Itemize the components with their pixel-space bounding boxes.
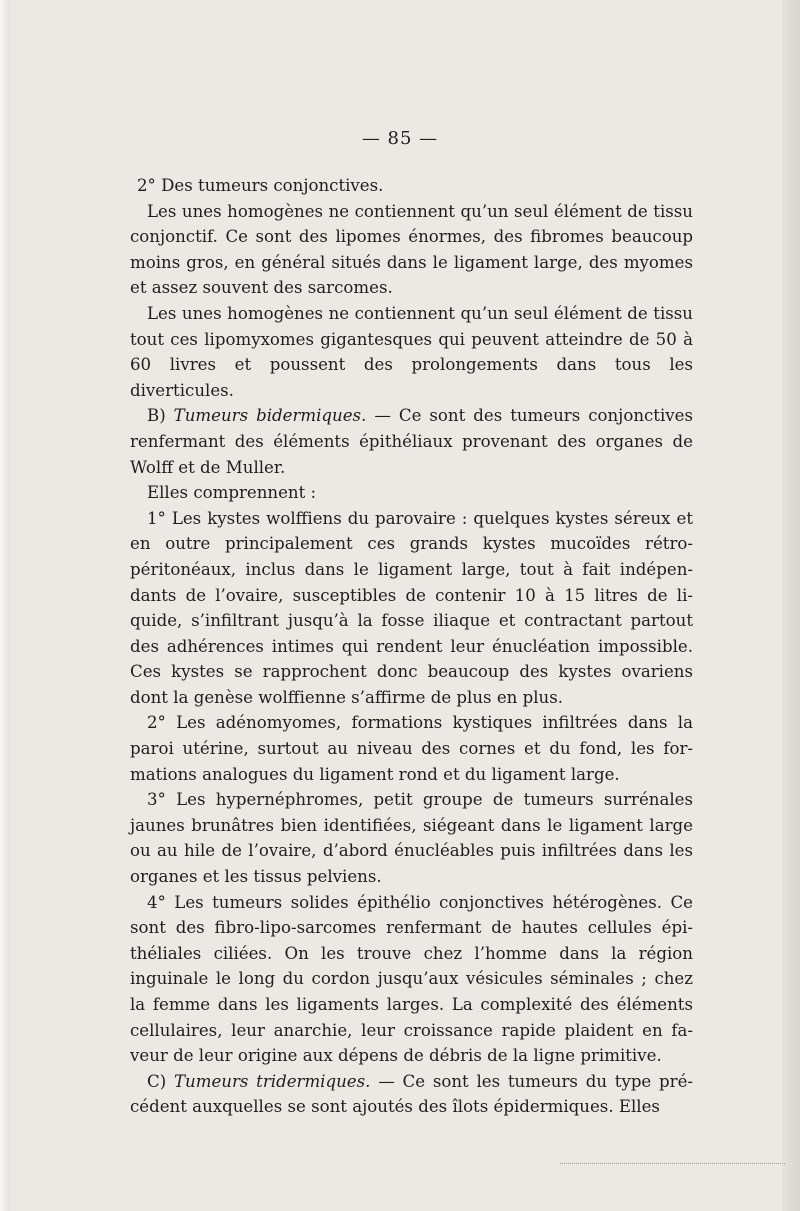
page-number: — 85 — bbox=[361, 128, 439, 149]
section-title-bidermiques: Tumeurs bidermiques. bbox=[173, 406, 367, 426]
paragraph: Les unes homogènes ne contiennent qu’un seul élément de tissu tout ces lipomyxomes gigantesques qui peuvent atteindre de 50 à 60 livres et poussent des prolongements dans tous les diverticules. bbox=[130, 303, 693, 400]
page-left-edge bbox=[0, 0, 10, 1211]
paragraph: 4° Les tumeurs solides épithélio conjonctives hétérogènes. Ce sont des fibro-lipo-sarcomes renfermant de hautes cellules épithéliales ciliées. On les trouve chez l’homme dans la région inguinale le long du cordon jusqu’aux vésicules séminales ; chez la femme dans les ligaments larges. La complexité des éléments cellulaires, leur anarchie, leur croissance rapide plaident en faveur de leur origine aux dépens de débris de la ligne primitive. bbox=[130, 892, 693, 1066]
paragraph: Elles comprennent : bbox=[147, 483, 317, 503]
body-text bbox=[130, 173, 693, 1120]
paragraph: C) Tumeurs tridermiques. — Ce sont les tumeurs du type précédent auxquelles se sont ajoutés des îlots épidermiques. Elles bbox=[130, 1071, 694, 1117]
paragraph: 1° Les kystes wolffiens du parovaire : quelques kystes séreux et en outre principalement ces grands kystes mucoïdes rétropéritonéaux, inclus dans le ligament large, tout à fait indépendants de l’ovaire, susceptibles de contenir 10 à 15 litres de liquide, s’infiltrant jusqu’à la fosse iliaque et contractant partout des adhérences intimes qui rendent leur énucléation impossible. Ces kystes se rapprochent donc beaucoup des kystes ovariens dont la genèse wolffienne s’affirme de plus en plus. bbox=[130, 508, 693, 707]
paragraph: B) Tumeurs bidermiques. — Ce sont des tumeurs conjonctives renfermant des éléments épithéliaux provenant des organes de Wolff et de Muller. bbox=[130, 406, 693, 477]
page-right-edge bbox=[782, 0, 800, 1211]
bottom-dotted-rule bbox=[560, 1163, 785, 1164]
paragraph: 3° Les hypernéphromes, petit groupe de tumeurs surrénales jaunes brunâtres bien identifiées, siégeant dans le ligament large ou au hile de l’ovaire, d’abord énucléables puis infiltrées dans les organes et les tissus pelviens. bbox=[130, 790, 693, 887]
paragraph: 2° Des tumeurs conjonctives. bbox=[137, 176, 384, 195]
paragraph: 2° Les adénomyomes, formations kystiques infiltrées dans la paroi utérine, surtout au niveau des cornes et du fond, les formations analogues du ligament rond et du ligament large. bbox=[130, 713, 693, 784]
section-title-tridermiques: Tumeurs tridermiques. bbox=[173, 1071, 371, 1091]
paragraph: Les unes homogènes ne contiennent qu’un seul élément de tissu conjonctif. Ce sont des lipomes énormes, des fibromes beaucoup moins gros, en général situés dans le ligament large, des myomes et assez souvent des sarcomes. bbox=[130, 201, 693, 298]
